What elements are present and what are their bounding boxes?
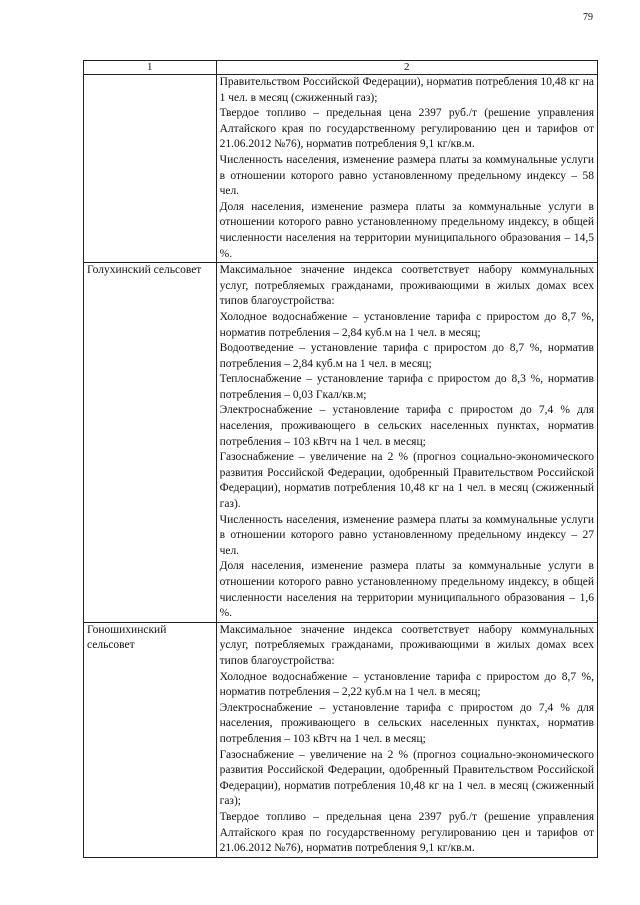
column-header-1: 1: [84, 61, 217, 75]
paragraph: Правительством Российской Федерации), норматив потребления 10,48 кг на 1 чел. в месяц (сжиженный газ);: [219, 76, 594, 104]
paragraph: Газоснабжение – увеличение на 2 % (прогноз социально-экономического развития Российской Федерации, одобренный Правительством Российской Федерации), норматив потребления 10,48 кг на 1 чел. в месяц (сжиженный газ).: [219, 451, 594, 511]
paragraph: Водоотведение – установление тарифа с приростом до 8,7 %, норматив потребления – 2,84 куб.м на 1 чел. в месяц;: [219, 342, 594, 370]
description-cell: [216, 622, 597, 857]
paragraph: Электроснабжение – установление тарифа с приростом до 7,4 % для населения, проживающего в сельских населенных пунктах, норматив потребления – 103 кВтч на 1 чел. в месяц;: [219, 404, 594, 448]
table-row: [84, 263, 598, 623]
paragraph: Электроснабжение – установление тарифа с приростом до 7,4 % для населения, проживающего в сельских населенных пунктах, норматив потребления – 103 кВтч на 1 чел. в месяц;: [219, 701, 594, 745]
tariff-table: [83, 60, 598, 858]
paragraph: Максимальное значение индекса соответствует набору коммунальных услуг, потребляемых гражданами, проживающими в жилых домах всех типов благоустройства:: [219, 623, 594, 667]
description-cell: [216, 263, 597, 623]
paragraph: Твердое топливо – предельная цена 2397 руб./т (решение управления Алтайского края по государственному регулированию цен и тарифов от 21.06.2012 №76), норматив потребления 9,1 кг/кв.м.: [219, 810, 594, 855]
column-header-2: 2: [216, 61, 597, 75]
table-row: [84, 75, 598, 263]
paragraph: Холодное водоснабжение – установление тарифа с приростом до 8,7 %, норматив потребления – 2,22 куб.м на 1 чел. в месяц;: [219, 670, 594, 699]
paragraph: Максимальное значение индекса соответствует набору коммунальных услуг, потребляемых гражданами, проживающими в жилых домах всех типов благоустройства:: [219, 264, 594, 308]
paragraph: Численность населения, изменение размера платы за коммунальные услуги в отношении которого равно установленному предельному индексу – 27 чел.: [219, 513, 594, 557]
paragraph: Численность населения, изменение размера платы за коммунальные услуги в отношении которого равно установленному предельному индексу – 58 чел.: [219, 153, 594, 198]
paragraph: Теплоснабжение – установление тарифа с приростом до 8,3 %, норматив потребления – 0,03 Гкал/кв.м;: [219, 373, 594, 401]
municipality-name-cell: Голухинский сельсовет: [84, 263, 217, 623]
municipality-name-cell: [84, 75, 217, 263]
table-row: [84, 622, 598, 857]
paragraph: Доля населения, изменение размера платы за коммунальные услуги в отношении которого равно установленному предельному индексу, в общей численности населения на территории муниципального образования – 1,6 %.: [219, 560, 594, 620]
description-cell: [216, 75, 597, 263]
paragraph: Доля населения, изменение размера платы за коммунальные услуги в отношении которого равно установленному предельному индексу, в общей численности населения на территории муниципального образования – 14,5 %.: [219, 200, 594, 260]
municipality-name-cell: Гоношихинский сельсовет: [84, 622, 217, 857]
page-number: 79: [583, 12, 593, 23]
paragraph: Газоснабжение – увеличение на 2 % (прогноз социально-экономического развития Российской Федерации, одобренный Правительством Российской Федерации), норматив потребления 10,48 кг на 1 чел. в месяц (сжиженный газ);: [219, 748, 594, 808]
paragraph: Твердое топливо – предельная цена 2397 руб./т (решение управления Алтайского края по государственному регулированию цен и тарифов от 21.06.2012 №76), норматив потребления 9,1 кг/кв.м.: [219, 107, 594, 151]
table-header-row: [84, 61, 598, 75]
paragraph: Холодное водоснабжение – установление тарифа с приростом до 8,7 %, норматив потребления – 2,84 куб.м на 1 чел. в месяц;: [219, 310, 594, 339]
